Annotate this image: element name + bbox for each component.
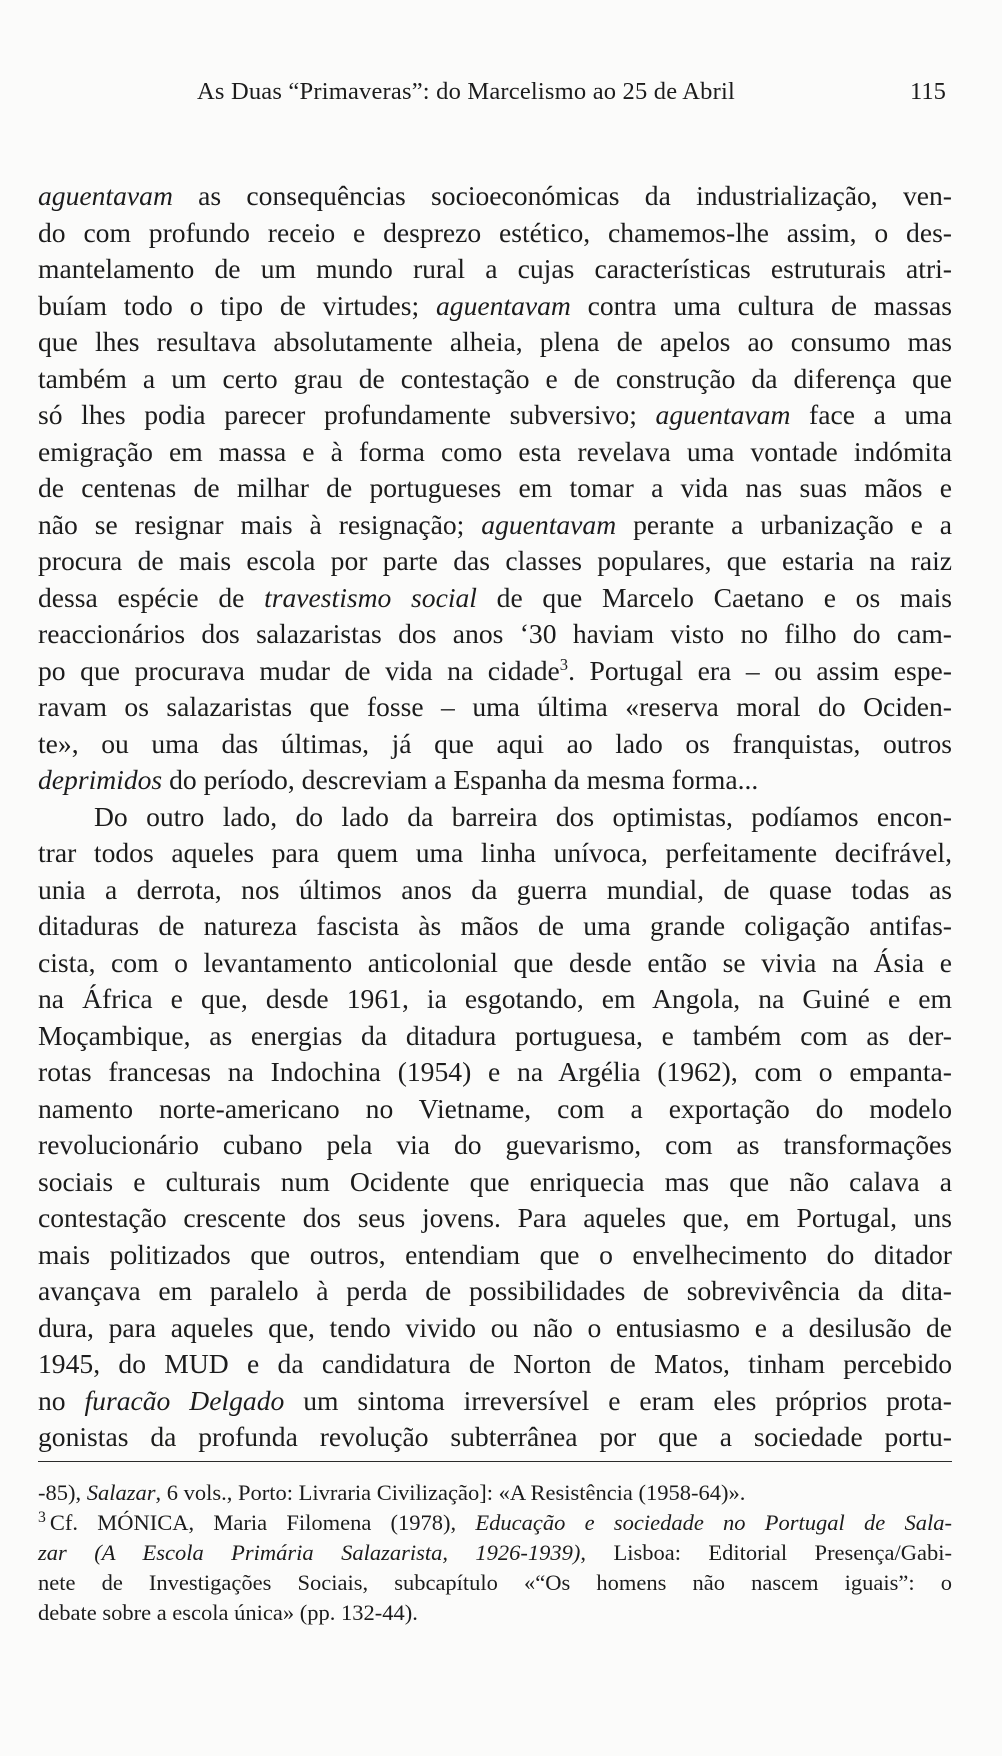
italic-term: aguentavam [38, 180, 173, 211]
footnote-separator [38, 1461, 952, 1462]
text-line: trar todos aqueles para quem uma linha unívoca, perfeitamente decifrável, [38, 837, 952, 868]
text-line: Do outro lado, do lado da barreira dos optimistas, podíamos encon- [94, 800, 952, 832]
text-line: avançava em paralelo à perda de possibilidades de sobrevivência da dita- [38, 1275, 952, 1306]
text-line: procura de mais escola por parte das classes populares, que estaria na raiz [38, 545, 952, 576]
text-span: po que procurava mudar de vida na cidade [38, 654, 560, 686]
text-line: 1945, do MUD e da candidatura de Norton de Matos, tinham percebido [38, 1348, 952, 1379]
footnote-marker: 3 [38, 1508, 46, 1526]
text-line: na África e que, desde 1961, ia esgotando, em Angola, na Guiné e em [38, 983, 952, 1014]
text-span: as consequências socioeconómicas da industrialização, ven- [172, 180, 952, 211]
text-line: Moçambique, as energias da ditadura portuguesa, e também com as der- [38, 1019, 952, 1051]
page-number: 115 [910, 78, 946, 105]
text-line: cista, com o levantamento anticolonial que desde então se vivia na Ásia e [38, 946, 952, 978]
italic-term: furacão Delgado [84, 1384, 285, 1416]
text-line [38, 1383, 952, 1420]
text-span: perante a urbanização e a [616, 508, 952, 540]
text-span: de que Marcelo Caetano e os mais [476, 581, 952, 613]
text-line: rotas francesas na Indochina (1954) e na Argélia (1962), com o empanta- [38, 1056, 952, 1087]
text-span: do período, descreviam a Espanha da mesma forma... [162, 764, 759, 795]
text-line: reaccionários dos salazaristas dos anos ‘30 haviam visto no filho do cam- [38, 618, 952, 649]
italic-term: Educação e sociedade no Portugal de Sala- [475, 1510, 953, 1535]
italic-term: travestismo social [264, 581, 477, 613]
text-span: buíam todo o tipo de virtudes; [38, 289, 436, 321]
italic-term: Salazar [86, 1480, 156, 1505]
text-line [38, 178, 952, 215]
paragraph [38, 178, 952, 799]
text-line [38, 653, 952, 690]
text-line [38, 507, 952, 544]
text-span: dessa espécie de [38, 581, 265, 613]
text-span: , 6 vols., Porto: Livraria Civilização]: «A Resistência (1958-64)». [155, 1480, 746, 1505]
text-span: , Lisboa: Editorial Presença/Gabi- [580, 1540, 952, 1565]
text-span: face a uma [790, 399, 952, 430]
text-span: só lhes podia parecer profundamente subversivo; [38, 399, 656, 430]
text-span: um sintoma irreversível e eram eles próprios prota- [284, 1384, 952, 1416]
text-span: no [38, 1384, 85, 1416]
text-line: emigração em massa e à forma como esta revelava uma vontade indómita [38, 435, 952, 467]
text-line: te», ou uma das últimas, já que aqui ao lado os franquistas, outros [38, 727, 952, 759]
italic-term: deprimidos [38, 764, 163, 795]
text-span: não se resignar mais à resignação; [38, 508, 482, 540]
text-line: ravam os salazaristas que fosse – uma última «reserva moral do Ociden- [38, 691, 952, 722]
footnote-reference[interactable]: 3 [559, 654, 569, 674]
text-line [38, 580, 952, 617]
body-text [38, 178, 952, 1456]
text-line: ditaduras de natureza fascista às mãos de uma grande coligação antifas- [38, 910, 952, 941]
text-line: dura, para aqueles que, tendo vivido ou não o entusiasmo e a desilusão de [38, 1311, 952, 1343]
text-line: sociais e culturais num Ocidente que enriquecia mas que não calava a [38, 1165, 952, 1197]
text-span: Cf. MÓNICA, Maria Filomena (1978), [49, 1510, 476, 1535]
text-line: do com profundo receio e desprezo estético, chamemos-lhe assim, o des- [38, 216, 952, 248]
text-line: mais politizados que outros, entendiam que o envelhecimento do ditador [38, 1238, 952, 1270]
footnote-3-line: nete de Investigações Sociais, subcapítulo «“Os homens não nascem iguais”: o [38, 1570, 952, 1595]
footnote-continuation [38, 1478, 952, 1508]
running-header [0, 78, 1002, 118]
italic-term: aguentavam [655, 399, 791, 430]
text-line [38, 762, 952, 799]
text-line: mantelamento de um mundo rural a cujas características estruturais atri- [38, 253, 952, 284]
text-span: contra uma cultura de massas [570, 289, 952, 321]
italic-term: zar (A Escola Primária Salazarista, 1926-1939) [38, 1540, 581, 1565]
text-line: também a um certo grau de contestação e de construção da diferença que [38, 362, 952, 394]
text-line: de centenas de milhar de portugueses em tomar a vida nas suas mãos e [38, 472, 952, 503]
text-line: gonistas da profunda revolução subterrânea por que a sociedade portu- [38, 1421, 952, 1452]
footnotes [38, 1478, 952, 1628]
running-title: As Duas “Primaveras”: do Marcelismo ao 25 de Abril [197, 78, 735, 105]
italic-term: aguentavam [435, 289, 571, 321]
footnote-3-line [38, 1508, 952, 1538]
text-line: revolucionário cubano pela via do guevarismo, com as transformações [38, 1129, 952, 1160]
text-line [38, 288, 952, 325]
paragraph [38, 799, 952, 1456]
italic-term: aguentavam [481, 508, 617, 540]
text-span: -85), [38, 1480, 87, 1505]
text-span: . Portugal era – ou assim espe- [568, 654, 952, 686]
text-line: contestação crescente dos seus jovens. Para aqueles que, em Portugal, uns [38, 1202, 952, 1233]
text-line: unia a derrota, nos últimos anos da guerra mundial, de quase todas as [38, 873, 952, 905]
text-line [38, 397, 952, 434]
footnote-3-line [38, 1538, 952, 1568]
text-line: namento norte-americano no Vietname, com a exportação do modelo [38, 1092, 952, 1124]
text-line: que lhes resultava absolutamente alheia, plena de apelos ao consumo mas [38, 326, 952, 357]
footnote-3-line: debate sobre a escola única» (pp. 132-44). [38, 1600, 418, 1625]
